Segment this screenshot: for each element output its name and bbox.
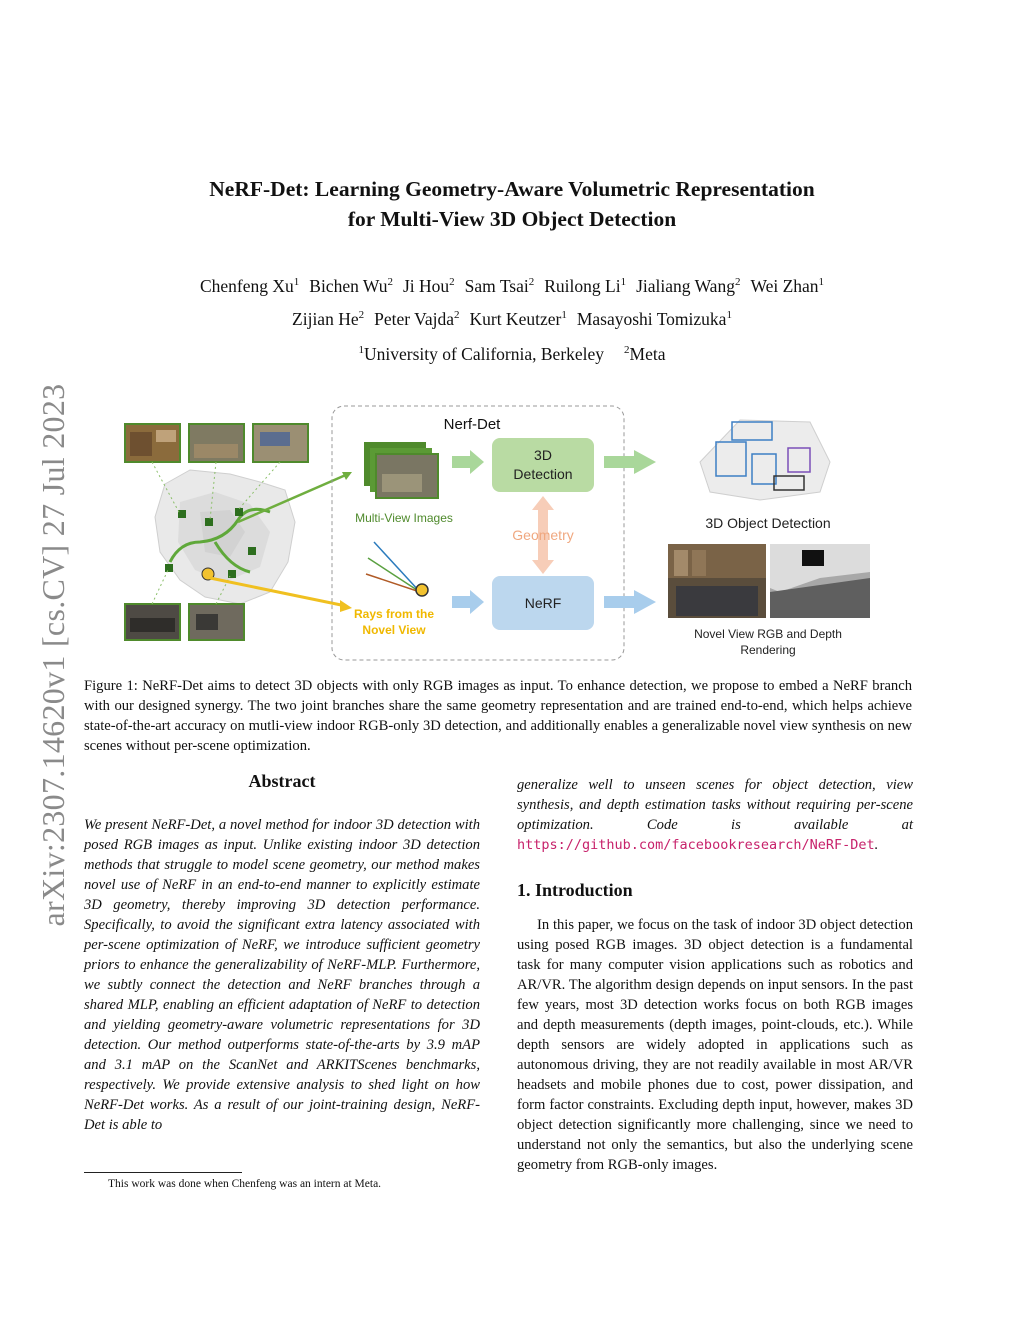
author-affiliation-mark: 1 [293,276,300,288]
detection-label-line-2: Detection [513,466,573,482]
author-affiliation-mark: 1 [818,276,825,288]
author-name: Ji Hou$^2$ [402,275,455,296]
novel-view-rgb-image [668,544,766,618]
rays-label-line-2: Novel View [362,623,426,637]
rendering-label-line-1: Novel View RGB and Depth [694,627,842,641]
author-affiliation-mark: 2 [358,308,365,321]
rays-illustration [366,542,428,596]
author-name: Jialiang Wang$^2$ [636,275,741,296]
abstract-text: We present NeRF-Det, a novel method for indoor 3D detection with posed RGB images as input. Unlike existing indoor 3D detection methods that struggle to model scene geometry, our method makes novel use of NeRF in an end-to-end manner to explicitly estimate 3D geometry, thereby improving 3D detection performance. Specifically, to avoid the significant extra latency associated with per-scene optimization of NeRF, we introduce sufficient geometry priors to enhance the generalizability of NeRF-MLP. Furthermore, we subtly connect the detection and NeRF branches through a shared MLP, enabling an efficient adaptation of NeRF to detection and yielding geometry-aware volumetric representations for 3D detection. Our method outperforms state-of-the-arts by 3.9 mAP and 3.1 mAP on the ScanNet and ARKITScenes benchmarks, respectively. We provide extensive analysis to shed light on how NeRF-Det works. As a result of our joint-training design, NeRF-Det is able to [84,817,480,1133]
code-link[interactable]: https://github.com/facebookresearch/NeRF-Det [517,837,875,853]
detection-output-image [700,420,830,500]
abstract-continuation: generalize well to unseen scenes for object detection, view synthesis, and depth estimation tasks without requiring per-scene optimization. Code is available at https://github.com/facebookresearch/NeRF-Det. [517,777,913,853]
nerf-det-box-title: Nerf-Det [443,416,501,433]
novel-view-depth-image [770,544,870,618]
author-name: Kurt Keutzer$^1$ [469,308,567,329]
author-affiliation-mark: 1 [561,308,567,321]
author-name: Sam Tsai$^2$ [464,275,535,296]
author-name: Wei Zhan$^1$ [750,275,825,296]
detection-output-label: 3D Object Detection [705,515,831,531]
introduction-heading: 1. Introduction [517,880,633,900]
figure-1 [120,392,880,667]
author-affiliation-mark: 2 [387,276,393,288]
nerf-label: NeRF [524,595,562,611]
title-line-2: for Multi-View 3D Object Detection [347,207,677,231]
multi-view-image-stack [364,442,438,498]
authors-line-1 [0,268,1024,301]
author-name: Bichen Wu$^2$ [309,275,393,296]
author-affiliation-mark: 1 [620,276,627,288]
rays-label-line-1: Rays from the [353,607,435,621]
affiliation: $^1$University of California, Berkeley [358,344,605,364]
introduction-text: In this paper, we focus on the task of indoor 3D object detection using posed RGB images. 3D object detection is a fundamental task for many computer vision applications such as robotics and AR/VR. The algorithm design depends on input sensors. In the past few years, most 3D detection works focus on both RGB images and depth measurements (depth images, point-clouds, etc.). While depth sensors are widely adopted in applications such as autonomous driving, they are not readily available in most AR/VR headsets and mobile phones due to cost, power dissipation, and form factor constraints. Excluding depth input, however, makes 3D object detection significantly more challenging, since we need to understand not only the semantics, but also the underlying scene geometry from RGB-only images. [517,917,913,1173]
author-name: Zijian He$^2$ [292,308,365,329]
author-name: Masayoshi Tomizuka$^1$ [576,308,732,329]
author-affiliation-mark: 2 [734,276,741,288]
abstract-continuation-text: generalize well to unseen scenes for object detection, view synthesis, and depth estimation tasks without requiring per-scene optimization. Code is available at [517,777,913,833]
author-list [0,268,1024,334]
detection-label-line-1: 3D [534,447,552,463]
title-line-1: NeRF-Det: Learning Geometry-Aware Volumetric Representation [209,177,815,201]
geometry-label: Geometry [512,527,574,543]
multi-view-images-label: Multi-View Images [355,511,453,525]
rendering-label-line-2: Rendering [740,643,796,657]
figure-caption: Figure 1: NeRF-Det aims to detect 3D objects with only RGB images as input. To enhance detection, we propose to embed a NeRF branch with our designed synergy. The two joint branches share the same geometry representation and are trained end-to-end, which helps achieve state-of-the-art accuracy on mutli-view indoor RGB-only 3D detection, and additionally enables a generalizable novel view synthesis on new scenes without per-scene optimization. [84,678,912,754]
author-affiliation-mark: 1 [726,308,732,321]
paper-title [0,174,1024,234]
author-affiliation-mark: 2 [449,276,455,288]
abstract-heading: Abstract [248,771,316,791]
scene-reconstruction-image [155,470,295,604]
affiliation: $^2$Meta [624,344,666,364]
footnote-rule [84,1172,242,1173]
author-affiliation-mark: 2 [528,276,535,288]
footnote: This work was done when Chenfeng was an intern at Meta. [108,1178,382,1190]
arxiv-side-label: arXiv:2307.14620v1 [cs.CV] 27 Jul 2023 [35,383,71,927]
authors-line-2 [0,301,1024,334]
author-name: Ruilong Li$^1$ [544,275,627,296]
author-affiliation-mark: 2 [453,308,460,321]
affiliations [0,344,1024,365]
author-name: Chenfeng Xu$^1$ [199,275,300,296]
author-name: Peter Vajda$^2$ [374,308,460,329]
